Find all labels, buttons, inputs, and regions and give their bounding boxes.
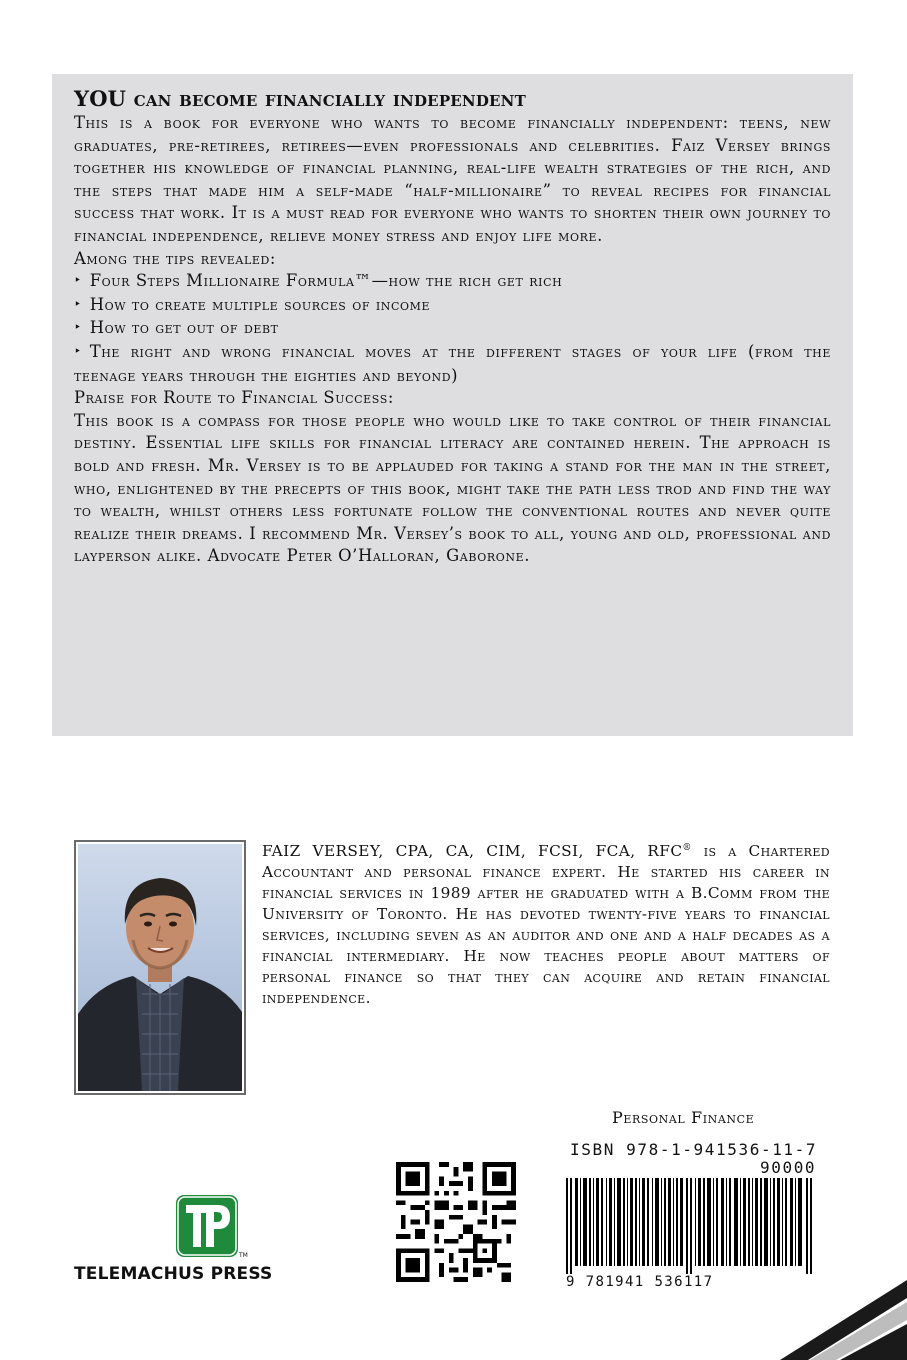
blurb-title: YOU can become financially independent: [74, 86, 526, 111]
trademark-mark: TM: [239, 1252, 248, 1259]
portrait-illustration: [78, 844, 242, 1091]
bullet-icon: ‣: [74, 343, 82, 358]
tip-item: ‣ The right and wrong financial moves at the different stages of your life (from the teenage years through the eighties and beyond): [74, 341, 831, 385]
blurb-intro: This is a book for everyone who wants to become financially independent: teens, new graduates, pre-retirees, retirees—even professionals and celebrities. Faiz Versey brings together his knowledge of financial planning, real-life wealth strategies of the rich, and the steps that made him a self-made “half-millionaire” to reveal recipes for financial success that work. It is a must read for everyone who wants to shorten their own journey to financial independence, relieve money stress and enjoy life more.: [74, 113, 831, 245]
bullet-icon: ‣: [74, 273, 82, 288]
isbn-number: ISBN 978-1-941536-11-7: [570, 1140, 818, 1159]
author-bio: FAIZ VERSEY, CPA, CA, CIM, FCSI, FCA, RFC® is a Chartered Accountant and personal finance expert. He started his career in financial services in 1989 after he graduated with a B.Comm from the University of Toronto. He has devoted twenty-five years to financial services, including seven as an auditor and one and a half decades as a financial intermediary. He now teaches people about matters of personal finance so that they can acquire and retain financial independence.: [262, 842, 830, 1008]
author-credentials: FAIZ VERSEY, CPA, CA, CIM, FCSI, FCA, RFC: [262, 842, 683, 861]
praise-heading: Praise for Route to Financial Success:: [74, 388, 394, 408]
tip-item: ‣ How to get out of debt: [74, 318, 279, 338]
registered-mark: ®: [682, 843, 692, 853]
book-category: Personal Finance: [612, 1108, 755, 1127]
tip-item: ‣ How to create multiple sources of income: [74, 294, 431, 314]
praise-quote: This book is a compass for those people who would like to take control of their financial destiny. Essential life skills for financial literacy are contained herein. The approach is bold and fresh. Mr. Versey is to be applauded for taking a stand for the man in the street, who, enlightened by the precepts of this book, might take the path less trod and find the way to wealth, whilst others less fortunate follow the conventional routes and never quite realize their dreams. I recommend Mr. Versey’s book to all, young and old, professional and layperson alike. Advocate Peter O’Halloran, Gaborone.: [74, 410, 831, 566]
bullet-icon: ‣: [74, 320, 82, 335]
publisher-logo: [174, 1193, 254, 1263]
tips-list: [74, 270, 831, 387]
bullet-icon: ‣: [74, 296, 82, 311]
qr-code[interactable]: [396, 1162, 516, 1282]
author-portrait-image: [78, 844, 242, 1091]
tip-item: ‣ Four Steps Millionaire Formula™—how the rich get rich: [74, 271, 563, 291]
back-cover-blurb-panel: [52, 74, 853, 736]
price-code: 90000: [760, 1158, 817, 1177]
tips-heading: Among the tips revealed:: [74, 248, 277, 268]
author-photo: [74, 840, 246, 1095]
corner-stripe-decoration: [780, 1280, 907, 1360]
publisher-name: TELEMACHUS PRESS: [74, 1264, 273, 1284]
praise-attribution: Advocate Peter O’Halloran, Gaborone.: [207, 546, 531, 566]
barcode-digits: 9 781941 536117: [566, 1274, 714, 1288]
isbn-barcode: [566, 1178, 832, 1288]
